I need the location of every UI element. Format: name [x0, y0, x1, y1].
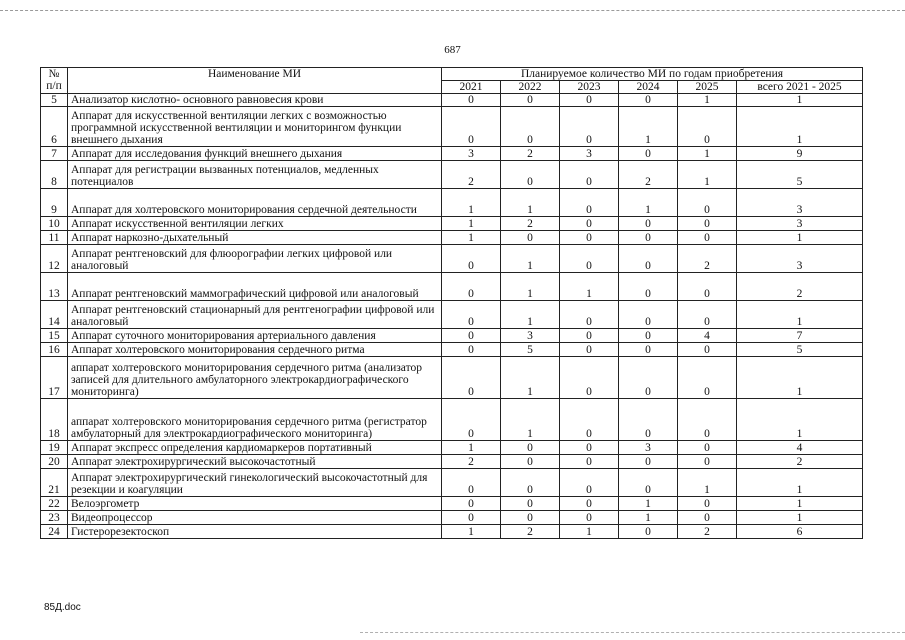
row-name: Аппарат рентгеновский маммографический цифровой или аналоговый: [68, 273, 442, 301]
row-value: 0: [501, 441, 560, 455]
row-value: 0: [678, 189, 737, 217]
row-total: 2: [737, 455, 863, 469]
row-number: 13: [41, 273, 68, 301]
row-name: Аппарат экспресс определения кардиомаркеров портативный: [68, 441, 442, 455]
row-value: 4: [678, 329, 737, 343]
row-value: 0: [560, 161, 619, 189]
row-value: 0: [560, 357, 619, 399]
row-number: 17: [41, 357, 68, 399]
row-value: 0: [442, 399, 501, 441]
row-value: 1: [678, 94, 737, 107]
row-total: 1: [737, 511, 863, 525]
row-value: 0: [678, 273, 737, 301]
row-value: 1: [501, 245, 560, 273]
row-value: 0: [560, 231, 619, 245]
table-row: [41, 511, 863, 525]
scan-edge-bottom: [360, 632, 905, 633]
row-number: 22: [41, 497, 68, 511]
table-row: [41, 357, 863, 399]
row-value: 0: [678, 107, 737, 147]
row-value: 2: [678, 245, 737, 273]
row-value: 0: [442, 497, 501, 511]
row-value: 1: [619, 107, 678, 147]
row-value: 2: [501, 147, 560, 161]
table-row: [41, 469, 863, 497]
row-name: Аппарат для регистрации вызванных потенциалов, медленных потенциалов: [68, 161, 442, 189]
row-value: 1: [678, 147, 737, 161]
row-value: 1: [501, 357, 560, 399]
row-value: 0: [442, 357, 501, 399]
row-value: 0: [619, 399, 678, 441]
row-value: 0: [501, 231, 560, 245]
header-planned: Планируемое количество МИ по годам приобретения: [442, 68, 863, 81]
row-value: 0: [560, 399, 619, 441]
row-name: Аппарат рентгеновский стационарный для рентгенографии цифровой или аналоговый: [68, 301, 442, 329]
row-number: 16: [41, 343, 68, 357]
row-value: 0: [619, 245, 678, 273]
row-value: 0: [678, 301, 737, 329]
row-value: 0: [560, 497, 619, 511]
row-value: 1: [619, 497, 678, 511]
table-row: [41, 147, 863, 161]
row-name: Аппарат суточного мониторирования артериального давления: [68, 329, 442, 343]
header-year-2021: 2021: [442, 81, 501, 94]
row-name: Аппарат рентгеновский для флюорографии легких цифровой или аналоговый: [68, 245, 442, 273]
row-value: 0: [560, 189, 619, 217]
row-number: 23: [41, 511, 68, 525]
header-name: Наименование МИ: [68, 68, 442, 94]
row-number: 19: [41, 441, 68, 455]
row-value: 0: [678, 357, 737, 399]
row-value: 0: [501, 107, 560, 147]
row-number: 8: [41, 161, 68, 189]
row-value: 0: [442, 107, 501, 147]
header-year-2022: 2022: [501, 81, 560, 94]
row-value: 5: [501, 343, 560, 357]
row-value: 0: [619, 217, 678, 231]
table-row: [41, 94, 863, 107]
row-number: 6: [41, 107, 68, 147]
row-name: Видеопроцессор: [68, 511, 442, 525]
row-total: 1: [737, 107, 863, 147]
row-total: 7: [737, 329, 863, 343]
row-value: 0: [678, 441, 737, 455]
row-value: 2: [501, 217, 560, 231]
row-value: 0: [442, 273, 501, 301]
header-total: всего 2021 - 2025: [737, 81, 863, 94]
header-year-2024: 2024: [619, 81, 678, 94]
row-value: 0: [678, 343, 737, 357]
row-value: 0: [678, 231, 737, 245]
row-value: 0: [560, 94, 619, 107]
row-number: 10: [41, 217, 68, 231]
page-number: 687: [444, 44, 461, 56]
row-value: 0: [560, 343, 619, 357]
row-name: Аппарат электрохирургический гинекологический высокочастотный для резекции и коагуляции: [68, 469, 442, 497]
row-value: 1: [442, 217, 501, 231]
row-value: 0: [442, 511, 501, 525]
header-year-2025: 2025: [678, 81, 737, 94]
row-name: Велоэргометр: [68, 497, 442, 511]
row-value: 2: [501, 525, 560, 539]
row-value: 1: [501, 273, 560, 301]
row-value: 1: [619, 189, 678, 217]
table-row: [41, 107, 863, 147]
row-number: 20: [41, 455, 68, 469]
row-value: 0: [560, 441, 619, 455]
table-row: [41, 245, 863, 273]
row-total: 1: [737, 399, 863, 441]
table-row: [41, 399, 863, 441]
row-value: 0: [501, 469, 560, 497]
row-value: 0: [619, 343, 678, 357]
row-value: 1: [442, 231, 501, 245]
row-value: 2: [619, 161, 678, 189]
scan-edge-top: [0, 0, 905, 11]
row-value: 0: [560, 301, 619, 329]
header-num: № п/п: [41, 68, 68, 94]
row-value: 2: [678, 525, 737, 539]
row-name: Аппарат искусственной вентиляции легких: [68, 217, 442, 231]
row-value: 3: [501, 329, 560, 343]
row-name: Анализатор кислотно- основного равновесия крови: [68, 94, 442, 107]
table-row: [41, 441, 863, 455]
row-value: 0: [560, 245, 619, 273]
row-value: 0: [560, 469, 619, 497]
row-value: 0: [501, 161, 560, 189]
row-value: 1: [619, 511, 678, 525]
table-row: [41, 231, 863, 245]
row-value: 0: [619, 231, 678, 245]
table-body: [41, 94, 863, 539]
row-value: 0: [619, 94, 678, 107]
table-row: [41, 161, 863, 189]
row-name: Аппарат для холтеровского мониторирования сердечной деятельности: [68, 189, 442, 217]
row-name: Аппарат наркозно-дыхательный: [68, 231, 442, 245]
row-value: 0: [619, 147, 678, 161]
row-value: 1: [501, 189, 560, 217]
table-row: [41, 343, 863, 357]
row-total: 2: [737, 273, 863, 301]
table-row: [41, 273, 863, 301]
row-name: Аппарат холтеровского мониторирования сердечного ритма: [68, 343, 442, 357]
row-value: 0: [619, 469, 678, 497]
row-value: 2: [442, 455, 501, 469]
row-total: 1: [737, 357, 863, 399]
equipment-table: [40, 67, 863, 539]
row-value: 2: [442, 161, 501, 189]
table-row: [41, 301, 863, 329]
row-total: 1: [737, 301, 863, 329]
row-number: 7: [41, 147, 68, 161]
row-number: 24: [41, 525, 68, 539]
row-value: 0: [619, 301, 678, 329]
row-value: 0: [619, 273, 678, 301]
row-value: 0: [619, 525, 678, 539]
row-number: 5: [41, 94, 68, 107]
row-name: Аппарат электрохирургический высокочастотный: [68, 455, 442, 469]
row-value: 0: [560, 107, 619, 147]
table-row: [41, 189, 863, 217]
row-value: 1: [442, 525, 501, 539]
row-value: 1: [501, 399, 560, 441]
row-value: 0: [501, 455, 560, 469]
row-total: 3: [737, 217, 863, 231]
table-row: [41, 525, 863, 539]
row-total: 5: [737, 343, 863, 357]
row-total: 3: [737, 245, 863, 273]
row-value: 0: [619, 329, 678, 343]
row-value: 3: [442, 147, 501, 161]
row-value: 1: [560, 273, 619, 301]
row-total: 1: [737, 231, 863, 245]
row-value: 0: [442, 469, 501, 497]
row-total: 4: [737, 441, 863, 455]
row-name: Аппарат для искусственной вентиляции легких с возможностью программной искусственной вентиляции и мониторингом функции внешнего дыхания: [68, 107, 442, 147]
row-number: 21: [41, 469, 68, 497]
row-value: 1: [560, 525, 619, 539]
row-name: Гистерорезектоскоп: [68, 525, 442, 539]
row-total: 1: [737, 469, 863, 497]
row-total: 6: [737, 525, 863, 539]
row-value: 1: [501, 301, 560, 329]
row-value: 0: [678, 217, 737, 231]
table-row: [41, 329, 863, 343]
row-value: 0: [560, 455, 619, 469]
row-value: 1: [442, 189, 501, 217]
row-value: 0: [442, 343, 501, 357]
row-total: 9: [737, 147, 863, 161]
row-name: Аппарат для исследования функций внешнего дыхания: [68, 147, 442, 161]
table-row: [41, 455, 863, 469]
row-total: 5: [737, 161, 863, 189]
row-number: 18: [41, 399, 68, 441]
row-value: 0: [678, 497, 737, 511]
row-total: 3: [737, 189, 863, 217]
footer-filename: 85Д.doc: [44, 602, 81, 613]
row-number: 11: [41, 231, 68, 245]
row-value: 1: [678, 161, 737, 189]
row-value: 0: [560, 511, 619, 525]
row-value: 0: [501, 511, 560, 525]
row-value: 0: [619, 455, 678, 469]
row-value: 0: [442, 245, 501, 273]
row-value: 3: [619, 441, 678, 455]
row-value: 3: [560, 147, 619, 161]
row-name: аппарат холтеровского мониторирования сердечного ритма (регистратор амбулаторный для электрокардиографического мониторинга): [68, 399, 442, 441]
header-year-2023: 2023: [560, 81, 619, 94]
row-value: 1: [678, 469, 737, 497]
row-number: 9: [41, 189, 68, 217]
row-value: 0: [560, 329, 619, 343]
row-value: 0: [678, 511, 737, 525]
row-value: 0: [501, 94, 560, 107]
row-value: 0: [678, 455, 737, 469]
row-name: аппарат холтеровского мониторирования сердечного ритма (анализатор записей для длительного амбулаторного электрокардиографического мониторинга): [68, 357, 442, 399]
row-value: 1: [442, 441, 501, 455]
row-value: 0: [619, 357, 678, 399]
row-number: 14: [41, 301, 68, 329]
table-row: [41, 497, 863, 511]
row-value: 0: [442, 329, 501, 343]
row-value: 0: [560, 217, 619, 231]
row-number: 15: [41, 329, 68, 343]
row-value: 0: [442, 94, 501, 107]
table-row: [41, 217, 863, 231]
row-total: 1: [737, 497, 863, 511]
row-number: 12: [41, 245, 68, 273]
row-value: 0: [678, 399, 737, 441]
row-value: 0: [442, 301, 501, 329]
row-total: 1: [737, 94, 863, 107]
row-value: 0: [501, 497, 560, 511]
